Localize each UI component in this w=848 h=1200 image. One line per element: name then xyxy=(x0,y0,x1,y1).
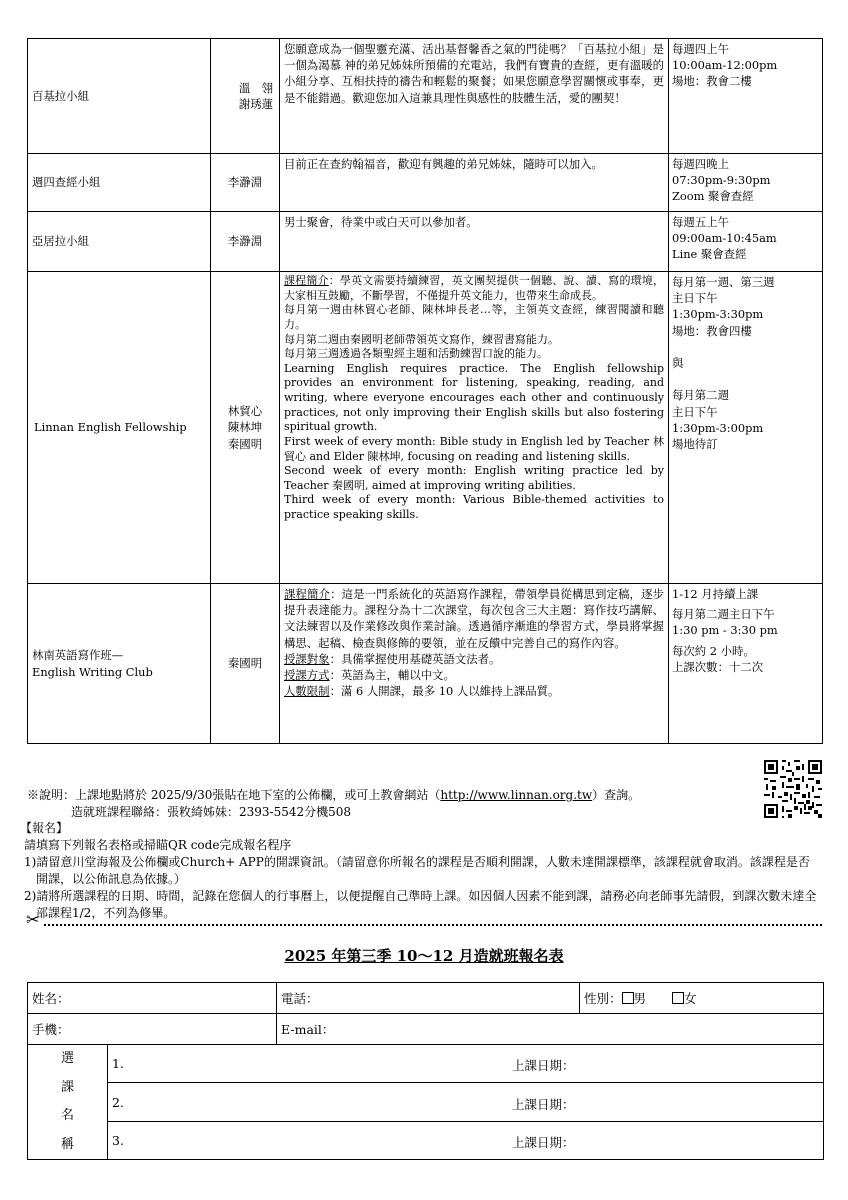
note-section xyxy=(27,787,767,821)
time-line: 每月第一週、第三週 xyxy=(672,275,775,289)
table-row xyxy=(28,1045,824,1083)
course-time xyxy=(669,212,823,272)
signup-section xyxy=(20,820,820,922)
time-line: 1-12 月持續上課 xyxy=(672,587,759,601)
time-line: 每週四晚上 xyxy=(672,157,729,171)
course-time xyxy=(669,584,823,744)
course-name-line: English Writing Club xyxy=(32,664,153,679)
course-teacher: 李瀞淵 xyxy=(211,154,280,212)
course-time xyxy=(669,272,823,584)
method-text: ：英語為主，輔以中文。 xyxy=(329,667,455,682)
female-label: 女 xyxy=(684,991,697,1006)
date-label: 上課日期： xyxy=(512,1135,575,1151)
signup-text: 2)請將所選課程的日期、時間，記錄在您個人的行事曆上，以便提醒自己準時上課。如因個人因素不能到課，請務必向老師事先請假，到課次數未達全部課程1/2，不列為修畢。 xyxy=(24,889,817,921)
time-line: Line 聚會查經 xyxy=(672,247,747,262)
target-text: ：具備掌握使用基礎英語文法者。 xyxy=(329,651,501,666)
course-table xyxy=(27,38,823,744)
description-text: Learning English requires practice. The English fellowship provides an environment for listening, speaking, reading, and writing, where everyone encourages each other and continuously practices, not only improving their English skills but also fostering spiritual growth. xyxy=(284,361,664,434)
limit-text: ：滿 6 人開課，最多 10 人以維持上課品質。 xyxy=(329,684,560,699)
signup-text: 請填寫下列報名表格或掃瞄QR code完成報名程序 xyxy=(24,838,292,853)
teacher-name: 陳林坤 xyxy=(227,420,263,435)
course-teacher: 秦國明 xyxy=(211,584,280,744)
time-line: 07:30pm-9:30pm xyxy=(672,173,771,188)
method-label: 授課方式 xyxy=(284,667,330,682)
row-number: 1. xyxy=(112,1056,124,1072)
time-spacer xyxy=(672,339,819,355)
intro-text: ：學英文需要持續練習，英文團契提供一個聽、說、讀、寫的環境，大家相互鼓勵，不斷學習，不僅提升英文能力，也帶來生命成長。 xyxy=(284,274,665,302)
description-text: Second week of every month: English writing practice led by Teacher 秦國明, aimed at improving writing abilities. xyxy=(284,464,664,492)
name-field[interactable] xyxy=(28,983,277,1014)
course-description xyxy=(280,272,669,584)
course-name xyxy=(28,584,211,744)
note-line xyxy=(27,787,767,804)
course-teacher xyxy=(211,272,280,584)
course-name-line: 林南英語寫作班— xyxy=(32,648,124,663)
intro-label: 課程簡介 xyxy=(284,587,331,601)
table-row xyxy=(28,212,823,272)
description-text: 每月第一週由林貿心老師、陳林坤長老…等，主領英文查經，練習閱讀和聽力。 xyxy=(284,303,664,331)
time-line: Zoom 聚會查經 xyxy=(672,189,754,204)
time-line: 10:00am-12:00pm xyxy=(672,58,778,73)
date-label: 上課日期： xyxy=(512,1058,575,1074)
course-entry-3[interactable] xyxy=(108,1121,824,1159)
phone-label: 電話： xyxy=(281,991,319,1006)
time-line: 每次約 2 小時。 xyxy=(672,643,755,658)
table-row xyxy=(28,584,823,744)
mobile-label: 手機： xyxy=(32,1022,70,1037)
intro-text: ：這是一門系統化的英語寫作課程，帶領學員從構思到定稿，逐步提升表達能力。課程分為十二次課堂，每次包含三大主題：寫作技巧講解、文法練習以及作業修改與作業討論。透過循序漸進的學習方式，學員將掌握構思、起稿、檢查與修飾的要領，並在反饋中完善自己的寫作內容。 xyxy=(284,587,664,650)
table-row xyxy=(28,272,823,584)
course-description xyxy=(280,39,669,154)
description-text: 您願意成為一個聖靈充滿、活出基督馨香之氣的門徒嗎？「百基拉小組」是一個為渴慕 神的弟兄姊妹所預備的充電站，我們有寶貴的查經，更有溫暖的小組分享、互相扶持的禱告和輕鬆的聚餐；如果您願意學習關懷或事奉，更是不能錯過。歡迎您加入這兼具理性與感性的肢體生活，愛的團契！ xyxy=(284,42,664,105)
description-text: First week of every month: Bible study in English led by Teacher 林貿心 and Elder 陳林坤, focusing on reading and listening skills. xyxy=(284,434,664,463)
male-label: 男 xyxy=(633,991,647,1006)
female-checkbox[interactable] xyxy=(672,992,684,1004)
name-label: 姓名： xyxy=(32,991,70,1006)
course-name: 亞居拉小組 xyxy=(28,212,211,272)
phone-field[interactable] xyxy=(277,983,580,1014)
description-text: 每月第三週透過各類聖經主題和活動練習口說的能力。 xyxy=(284,347,548,361)
teacher-name: 溫 翎 xyxy=(238,80,273,95)
description-text: Third week of every month: Various Bible-themed activities to practice speaking skills. xyxy=(284,493,664,521)
course-label-char: 名 xyxy=(60,1108,74,1124)
course-select-label xyxy=(28,1045,108,1160)
gender-label: 性別： xyxy=(584,991,622,1006)
website-link[interactable]: http://www.linnan.org.tw xyxy=(440,788,593,802)
note-text: ）查詢。 xyxy=(592,788,641,802)
course-name: 百基拉小組 xyxy=(28,39,211,154)
signup-heading: 【報名】 xyxy=(20,821,69,835)
cut-line xyxy=(26,910,822,929)
signup-text: 1)請留意川堂海報及公佈欄或Church+ APP的開課資訊。（請留意你所報名的課程是否順利開課，人數未達開課標準，該課程就會取消。該課程是否開課，以公佈訊息為依據。） xyxy=(24,855,810,887)
male-checkbox[interactable] xyxy=(622,992,634,1004)
intro-label: 課程簡介 xyxy=(284,274,329,287)
teacher-name: 秦國明 xyxy=(227,436,263,451)
time-line: 每月第二週主日下午 xyxy=(672,607,775,622)
table-row xyxy=(28,39,823,154)
time-line: 每週四上午 xyxy=(672,42,729,56)
course-time xyxy=(669,39,823,154)
dotted-line xyxy=(44,924,822,926)
course-description xyxy=(280,154,669,212)
course-description xyxy=(280,212,669,272)
email-field[interactable] xyxy=(277,1014,824,1045)
time-line: 每週五上午 xyxy=(672,215,729,229)
row-number: 2. xyxy=(112,1094,124,1110)
note-text: ※說明：上課地點將於 2025/9/30張貼在地下室的公佈欄，或可上教會網站（ xyxy=(27,788,441,802)
description-text: 男士聚會，待業中或白天可以參加者。 xyxy=(284,215,478,229)
course-teacher xyxy=(211,39,280,154)
table-row xyxy=(28,1014,824,1045)
time-line: 場地待訂 xyxy=(672,436,718,451)
course-teacher: 李瀞淵 xyxy=(211,212,280,272)
target-label: 授課對象 xyxy=(284,651,330,666)
qr-code-icon[interactable] xyxy=(764,760,822,818)
description-text: 每月第二週由秦國明老師帶領英文寫作，練習書寫能力。 xyxy=(284,332,559,346)
mobile-field[interactable] xyxy=(28,1014,277,1045)
time-line: 1:30pm-3:00pm xyxy=(672,420,764,435)
time-line: 1:30pm-3:30pm xyxy=(672,307,764,322)
date-label: 上課日期： xyxy=(512,1096,575,1112)
course-name: 週四查經小組 xyxy=(28,154,211,212)
course-time xyxy=(669,154,823,212)
email-label: E-mail： xyxy=(281,1022,335,1037)
time-line: 主日下午 xyxy=(672,291,718,306)
table-row xyxy=(28,1083,824,1121)
course-label-char: 稱 xyxy=(60,1136,74,1152)
time-line: 主日下午 xyxy=(672,404,718,419)
gender-field xyxy=(580,983,824,1014)
teacher-name: 謝琇蓮 xyxy=(238,97,273,111)
time-line: 與 xyxy=(672,355,684,370)
time-line: 場地：教會二樓 xyxy=(672,74,752,89)
time-line: 每月第二週 xyxy=(672,388,729,403)
row-number: 3. xyxy=(112,1133,124,1149)
course-description xyxy=(280,584,669,744)
time-line: 上課次數：十二次 xyxy=(672,659,764,674)
course-entry-2[interactable] xyxy=(108,1083,824,1121)
time-line: 09:00am-10:45am xyxy=(672,231,777,246)
registration-form xyxy=(27,982,824,1160)
course-entry-1[interactable] xyxy=(108,1045,824,1083)
time-line: 1:30 pm - 3:30 pm xyxy=(672,623,778,638)
teacher-name: 林貿心 xyxy=(227,404,263,419)
course-name: Linnan English Fellowship xyxy=(28,272,211,584)
time-line: 場地：教會四樓 xyxy=(672,323,752,338)
course-label-char: 課 xyxy=(60,1079,74,1095)
table-row xyxy=(28,154,823,212)
table-row xyxy=(28,983,824,1014)
contact-line: 造就班課程聯絡：張敉綺姊妹：2393-5542分機508 xyxy=(71,805,352,820)
table-row xyxy=(28,1121,824,1159)
form-title: 2025 年第三季 10～12 月造就班報名表 xyxy=(284,947,564,965)
limit-label: 人數限制 xyxy=(284,684,330,699)
time-spacer xyxy=(672,371,819,387)
scissors-icon: ✂ xyxy=(26,910,40,929)
course-label-char: 選 xyxy=(60,1051,74,1066)
description-text: 目前正在查約翰福音，歡迎有興趣的弟兄姊妹，隨時可以加入。 xyxy=(284,157,603,171)
